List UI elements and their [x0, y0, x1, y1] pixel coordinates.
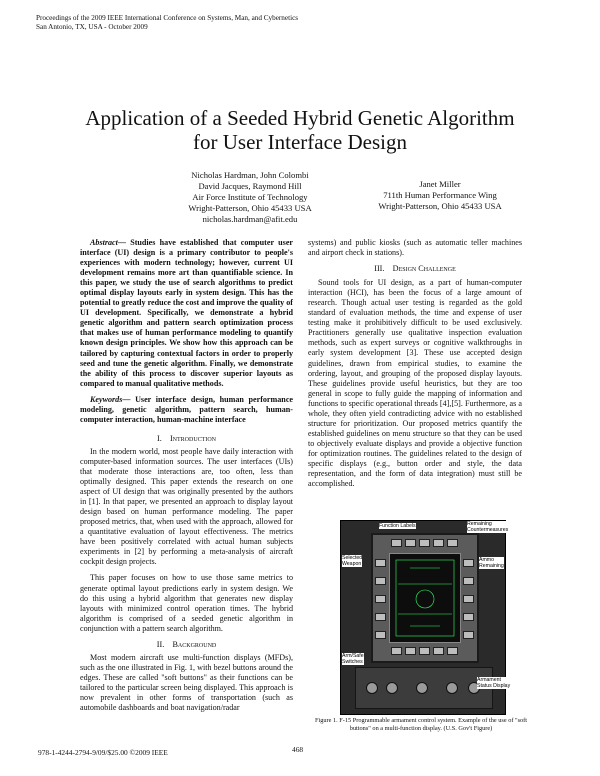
copyright-footer: 978-1-4244-2794-9/09/$25.00 ©2009 IEEE — [38, 748, 168, 757]
author-line: Janet Miller — [419, 179, 461, 189]
section-number: II. — [156, 639, 165, 649]
callout-remaining-countermeasures: Remaining Countermeasures — [467, 521, 509, 533]
section-heading-1 — [80, 434, 293, 444]
bezel-button — [463, 577, 474, 585]
section-title: Background — [172, 639, 217, 649]
author-line: Wright-Patterson, Ohio 45433 USA — [188, 203, 312, 213]
design-challenge-paragraph: Sound tools for UI design, as a part of human-computer interaction (HCI), has been the focus of a large amount of research. Though actual user testing is regarded as the gold standard of evaluation methods, the time and expense of user testing make it prohibitively difficult to be used exclusively. Practitioners generally use qualitative inspection evaluation methods, such as expert surveys or cognitive walkthroughs in early system development [3]. These use accepted design guidelines, drawn from empirical studies, to examine the ordering, layout, and grouping of the proposed display layouts. These guidelines provide useful heuristics, but they are too general in scope to fully guide the mapping of information and functions to specific operational threads [4],[5]. Furthermore, as a whole, they often yield contradicting advice with no established structure for prioritization. Our proposed metrics quantify the established guidelines on menu structure so that they can be used to objectively evaluate displays and provide a objective function for optimization routines. The guidelines related to the design of specific displays (e.g., button order and style, the data representation, and the form of data integration) must still be accomplished. — [308, 278, 522, 489]
callout-arm-safe-switches: Arm/Safe Switches — [342, 653, 364, 665]
figure-caption: Figure 1. F-15 Programmable armament control system. Example of the use of "soft buttons" on a multi-function display. (U.S. Gov't Figure) — [314, 717, 528, 732]
background-continued: systems) and public kiosks (such as automatic teller machines and airport check in stations). — [308, 238, 522, 258]
bezel-button — [463, 631, 474, 639]
bezel-button — [463, 595, 474, 603]
switch-knob — [386, 682, 398, 694]
armament-panel — [355, 667, 493, 709]
section-heading-2 — [80, 640, 293, 650]
abstract-text: — Studies have established that computer user interface (UI) design is a primary contributor to people's experiences with modern technology; however, current UI development remains more art than quantifiable science. In this paper, we study the use of search algorithms to predict optimal display layouts early in system design. This has the potential to greatly reduce the cost and improve the quality of UI development. Specifically, we demonstrate a hybrid genetic algorithm and pattern search optimization process that makes use of human performance modeling to quantify known design principles. We show how this approach can be tailored by capturing contextual factors in order to properly seed and tune the genetic algorithm. Finally, we demonstrate the ability of this process to discover superior layouts as compared to manual qualitative methods. — [80, 238, 293, 388]
bezel-button — [375, 631, 386, 639]
figure-mfd-photo — [340, 520, 511, 715]
page-number: 468 — [292, 745, 304, 754]
proceedings-line-2: San Antonio, TX, USA - October 2009 — [36, 23, 148, 31]
keywords-text: — User interface design, human performance modeling, genetic algorithm, pattern search, human-computer interaction, human-machine interface — [80, 394, 293, 424]
right-column — [308, 238, 522, 489]
keywords — [80, 395, 293, 425]
bezel-button — [405, 647, 416, 655]
bezel-button — [419, 539, 430, 547]
bezel-button — [419, 647, 430, 655]
section-number: I. — [156, 433, 162, 443]
bezel-button — [405, 539, 416, 547]
bezel-button — [375, 613, 386, 621]
left-column — [80, 238, 293, 713]
switch-knob — [366, 682, 378, 694]
mfd-screen — [389, 553, 461, 643]
bezel-button — [391, 539, 402, 547]
switch-knob — [446, 682, 458, 694]
bezel-button — [391, 647, 402, 655]
callout-function-labels: Function Labels — [379, 523, 416, 529]
title-line-2: for User Interface Design — [193, 130, 407, 154]
bezel-button — [433, 647, 444, 655]
author-line: Nicholas Hardman, John Colombi — [191, 170, 309, 180]
title-line-1: Application of a Seeded Hybrid Genetic Algorithm — [85, 106, 515, 130]
mfd-display-graphics — [390, 554, 460, 642]
bezel-button — [447, 539, 458, 547]
author-line: Air Force Institute of Technology — [192, 192, 308, 202]
background-paragraph-1: Most modern aircraft use multi-function displays (MFDs), such as the one illustrated in Fig. 1, with bezel buttons around the edges. These are called "soft buttons" as their functions can be tailored to the particular screen being displayed. This approach is now prevalent in other forms of transportation (such as automobile dashboards and boat navigation/radar — [80, 652, 293, 713]
section-title: Introduction — [169, 433, 217, 443]
callout-ammo-remaining: Ammo Remaining — [479, 557, 504, 569]
bezel-button — [433, 539, 444, 547]
proceedings-header — [36, 14, 298, 32]
author-block-right — [360, 179, 520, 212]
paper-title — [30, 106, 570, 154]
mfd-bezel — [371, 533, 479, 663]
bezel-button — [463, 613, 474, 621]
switch-knob — [416, 682, 428, 694]
intro-paragraph-2: This paper focuses on how to use those same metrics to generate optimal layout predictions early in system design. We do this using a hybrid algorithm that generates new display layouts with minimized control operation times. The hybrid algorithm is comprised of a seeded genetic algorithm in conjunction with a pattern search algorithm. — [80, 573, 293, 633]
section-title: Design Challenge — [392, 264, 456, 274]
bezel-button — [447, 647, 458, 655]
bezel-button — [463, 559, 474, 567]
callout-armament-status: Armament Status Display — [477, 677, 511, 689]
author-block-left — [150, 170, 350, 225]
proceedings-line-1: Proceedings of the 2009 IEEE International Conference on Systems, Man, and Cybernetics — [36, 14, 299, 22]
bezel-button — [375, 559, 386, 567]
section-number: III. — [374, 264, 385, 274]
author-line: 711th Human Performance Wing — [383, 190, 497, 200]
abstract-label: Abstract — [90, 238, 118, 247]
callout-selected-weapon: Selected Weapon — [342, 555, 363, 567]
author-email: nicholas.hardman@afit.edu — [202, 214, 298, 224]
author-line: Wright-Patterson, Ohio 45433 USA — [378, 201, 502, 211]
keywords-label: Keywords — [90, 394, 123, 404]
bezel-button — [375, 577, 386, 585]
bezel-button — [375, 595, 386, 603]
section-heading-3 — [308, 264, 522, 274]
author-line: David Jacques, Raymond Hill — [198, 181, 302, 191]
abstract — [80, 238, 293, 389]
intro-paragraph-1: In the modern world, most people have daily interaction with computer-based information sources. The user interfaces (UIs) that moderate those interactions are, too often, less than optimally designed. This paper extends the research on one aspect of UI design that was originally presented by the authors in [1]. In that paper, we presented an approach to display layout design based on human performance modeling. The paper proposed metrics, that, when used with the approach, allowed for a quantitative evaluation of layout effectiveness. The metrics have been positively correlated with actual human subjects experiments in [2] by performing a meta-analysis of aircraft cockpit design projects. — [80, 446, 293, 567]
